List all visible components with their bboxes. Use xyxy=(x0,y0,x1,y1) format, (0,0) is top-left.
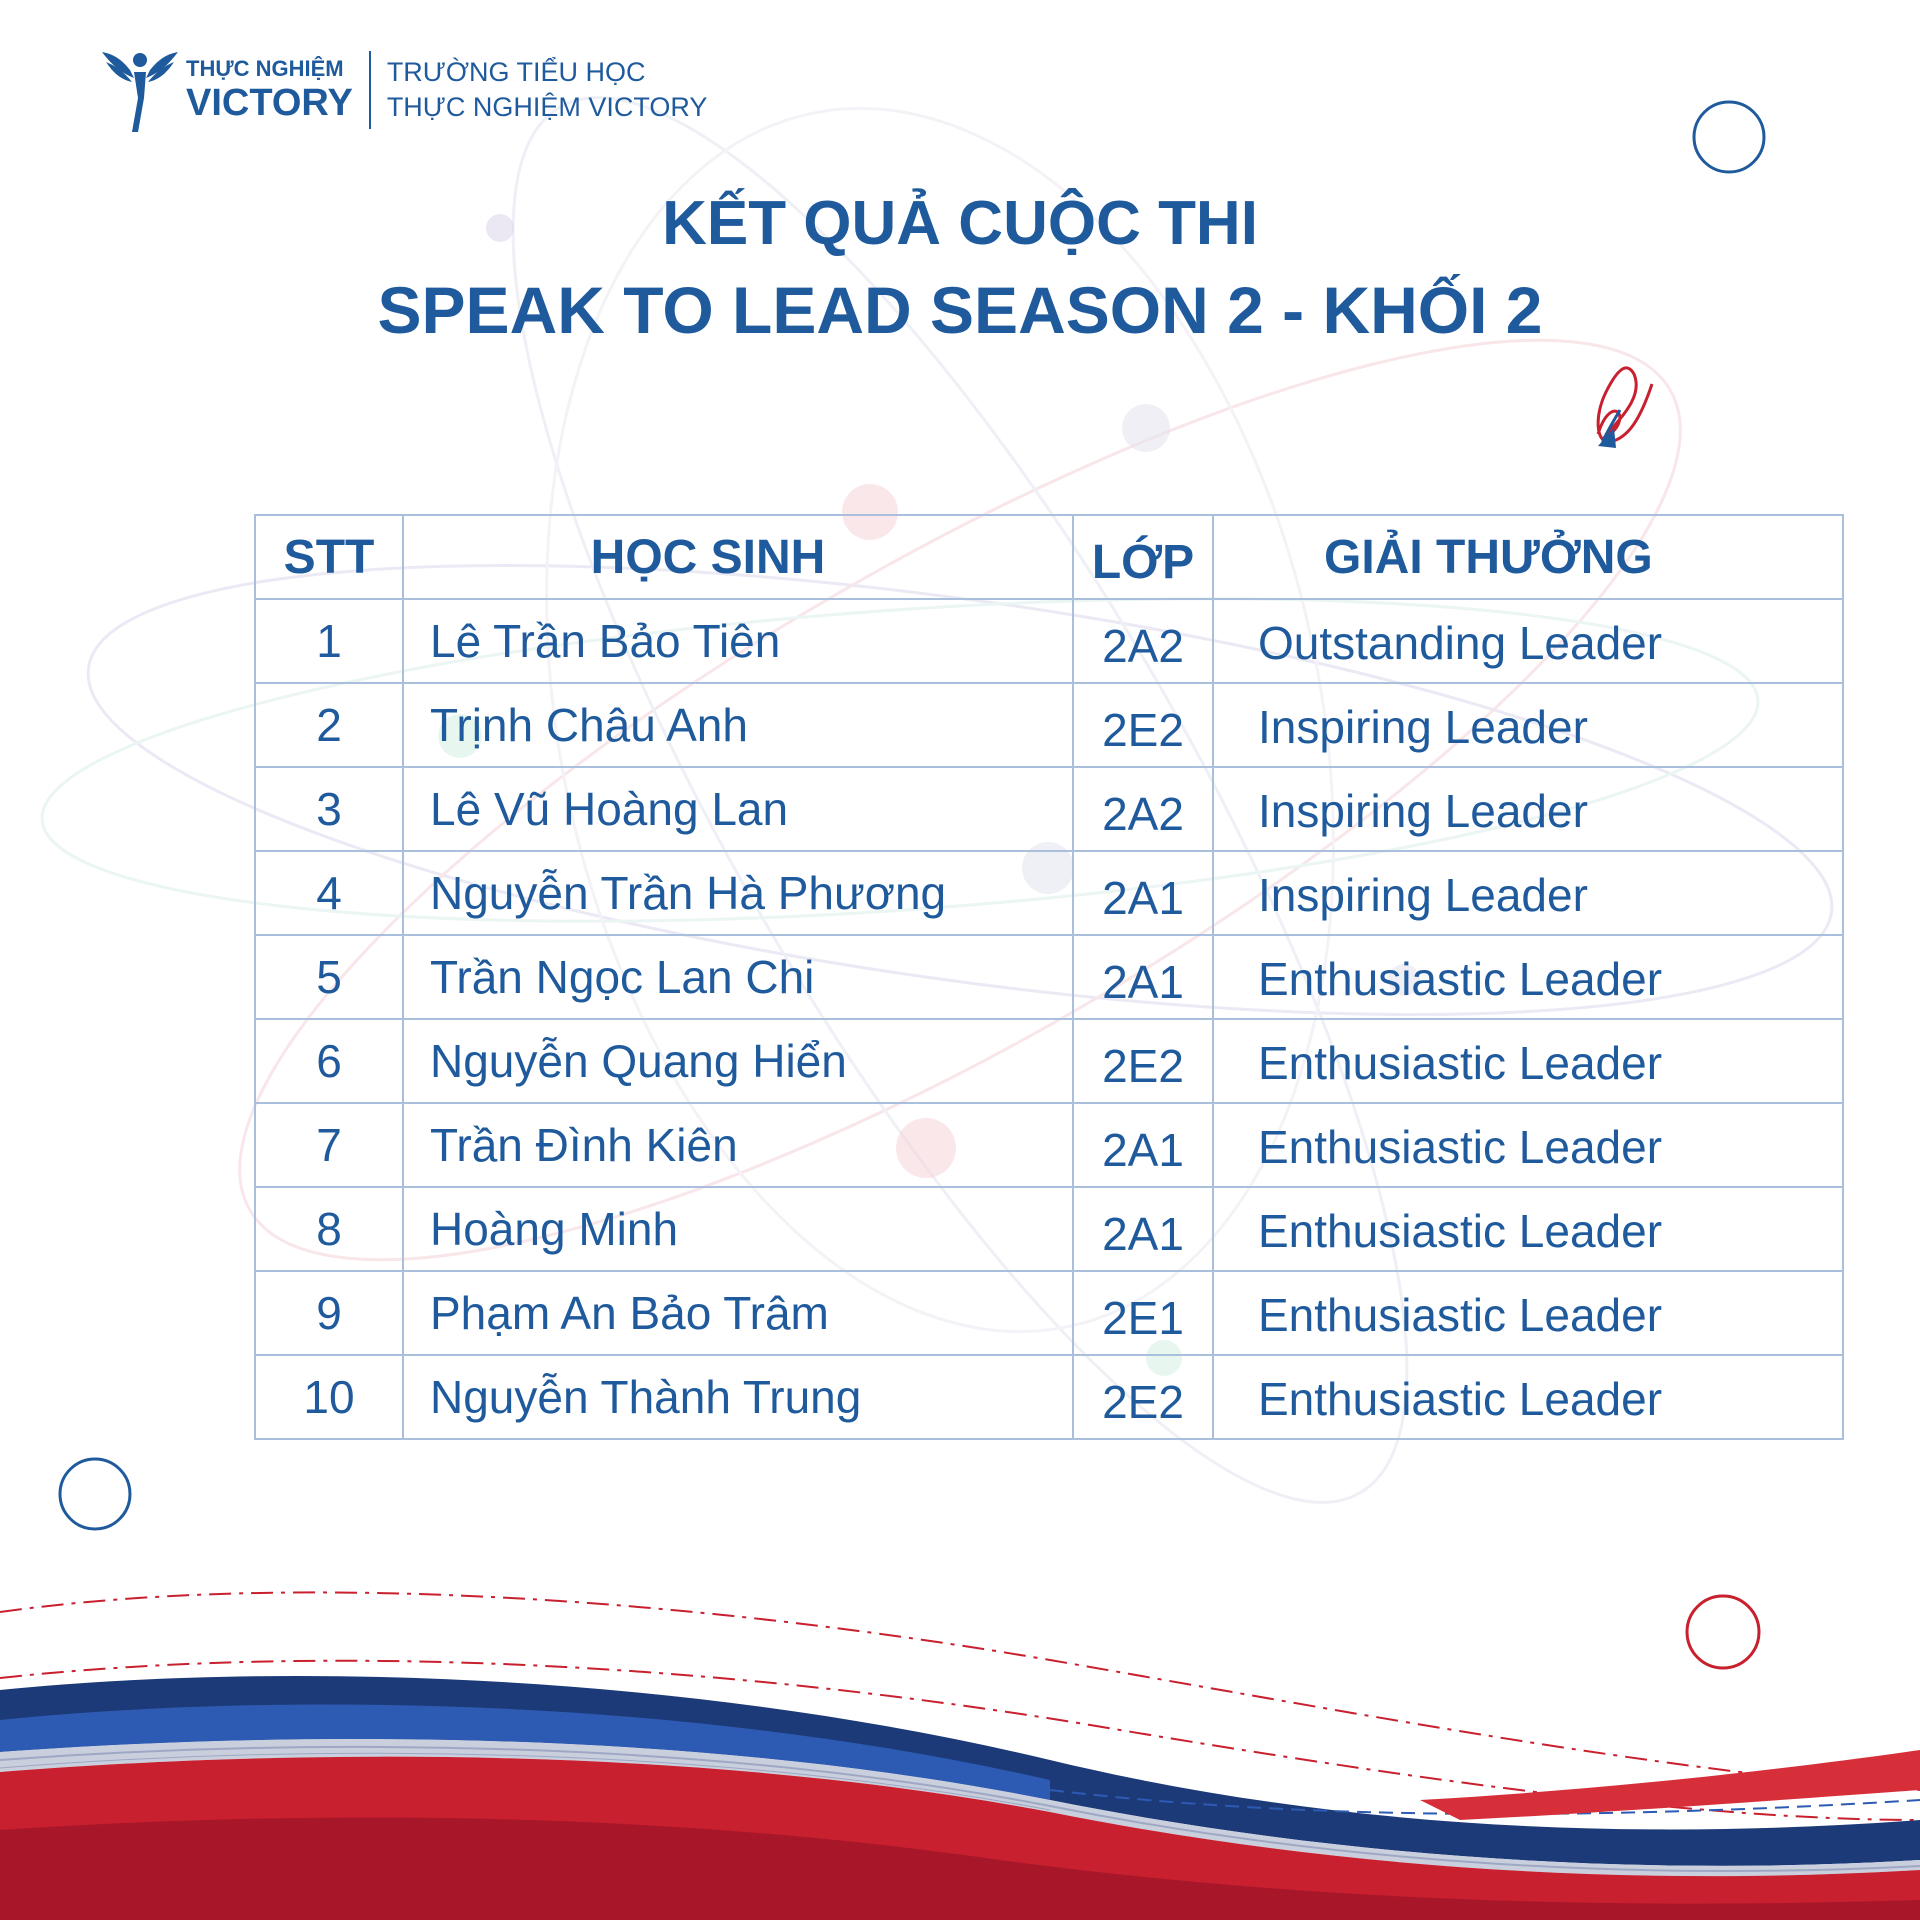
cell-award: Inspiring Leader xyxy=(1213,683,1843,767)
cell-award: Outstanding Leader xyxy=(1213,599,1843,683)
header-stt: STT xyxy=(255,515,403,599)
cell-stt: 1 xyxy=(255,599,403,683)
cell-student-name: Nguyễn Thành Trung xyxy=(403,1355,1073,1439)
results-table xyxy=(254,514,1844,1440)
school-logo xyxy=(100,45,707,135)
cell-class: 2A2 xyxy=(1073,599,1213,683)
cell-award: Enthusiastic Leader xyxy=(1213,1271,1843,1355)
cell-student-name: Hoàng Minh xyxy=(403,1187,1073,1271)
cell-class: 2E2 xyxy=(1073,1355,1213,1439)
cell-student-name: Trần Ngọc Lan Chi xyxy=(403,935,1073,1019)
table-row xyxy=(255,599,1843,683)
logo-divider xyxy=(369,51,371,129)
cell-stt: 3 xyxy=(255,767,403,851)
cell-award: Enthusiastic Leader xyxy=(1213,1187,1843,1271)
cell-student-name: Trần Đình Kiên xyxy=(403,1103,1073,1187)
arrow-curl-decoration xyxy=(1598,368,1652,448)
cell-stt: 5 xyxy=(255,935,403,1019)
cell-class: 2A1 xyxy=(1073,851,1213,935)
atom-node xyxy=(1122,404,1170,452)
page-title: KẾT QUẢ CUỘC THI xyxy=(662,189,1258,258)
cell-class: 2E2 xyxy=(1073,683,1213,767)
cell-stt: 8 xyxy=(255,1187,403,1271)
cell-class: 2A2 xyxy=(1073,767,1213,851)
table-row xyxy=(255,1187,1843,1271)
table-row xyxy=(255,683,1843,767)
winged-figure-logo-icon xyxy=(100,46,180,134)
cell-student-name: Lê Trần Bảo Tiên xyxy=(403,599,1073,683)
cell-class: 2E1 xyxy=(1073,1271,1213,1355)
header-student: HỌC SINH xyxy=(403,515,1073,599)
cell-award: Enthusiastic Leader xyxy=(1213,1019,1843,1103)
table-row xyxy=(255,1103,1843,1187)
cell-stt: 9 xyxy=(255,1271,403,1355)
table-row xyxy=(255,1019,1843,1103)
brand-bottom-text: VICTORY xyxy=(186,82,353,124)
circle-outline-left xyxy=(60,1459,130,1529)
circle-outline-bottom-right xyxy=(1687,1596,1759,1668)
table-row xyxy=(255,1271,1843,1355)
cell-stt: 7 xyxy=(255,1103,403,1187)
cell-stt: 10 xyxy=(255,1355,403,1439)
cell-class: 2A1 xyxy=(1073,1103,1213,1187)
cell-student-name: Phạm An Bảo Trâm xyxy=(403,1271,1073,1355)
header-award: GIẢI THƯỞNG xyxy=(1213,515,1843,599)
table-row xyxy=(255,935,1843,1019)
cell-student-name: Trịnh Châu Anh xyxy=(403,683,1073,767)
table-row xyxy=(255,851,1843,935)
circle-outline-top-right xyxy=(1694,102,1764,172)
cell-class: 2A1 xyxy=(1073,935,1213,1019)
header-class: LỚP xyxy=(1073,515,1213,599)
cell-award: Enthusiastic Leader xyxy=(1213,1103,1843,1187)
logo-brand xyxy=(186,58,353,122)
cell-stt: 2 xyxy=(255,683,403,767)
cell-award: Enthusiastic Leader xyxy=(1213,935,1843,1019)
school-name xyxy=(387,55,708,125)
brand-top-text: THỰC NGHIỆM xyxy=(186,56,344,81)
school-name-line1: TRƯỜNG TIỂU HỌC xyxy=(386,56,646,87)
cell-class: 2A1 xyxy=(1073,1187,1213,1271)
cell-award: Enthusiastic Leader xyxy=(1213,1355,1843,1439)
table-row xyxy=(255,767,1843,851)
cell-student-name: Nguyễn Trần Hà Phương xyxy=(403,851,1073,935)
cell-stt: 4 xyxy=(255,851,403,935)
cell-student-name: Nguyễn Quang Hiển xyxy=(403,1019,1073,1103)
cell-stt: 6 xyxy=(255,1019,403,1103)
table-header-row xyxy=(255,515,1843,599)
cell-award: Inspiring Leader xyxy=(1213,851,1843,935)
table-row xyxy=(255,1355,1843,1439)
school-name-line2: THỰC NGHIỆM VICTORY xyxy=(386,92,708,122)
cell-class: 2E2 xyxy=(1073,1019,1213,1103)
page-subtitle: SPEAK TO LEAD SEASON 2 - KHỐI 2 xyxy=(377,273,1543,347)
cell-award: Inspiring Leader xyxy=(1213,767,1843,851)
cell-student-name: Lê Vũ Hoàng Lan xyxy=(403,767,1073,851)
